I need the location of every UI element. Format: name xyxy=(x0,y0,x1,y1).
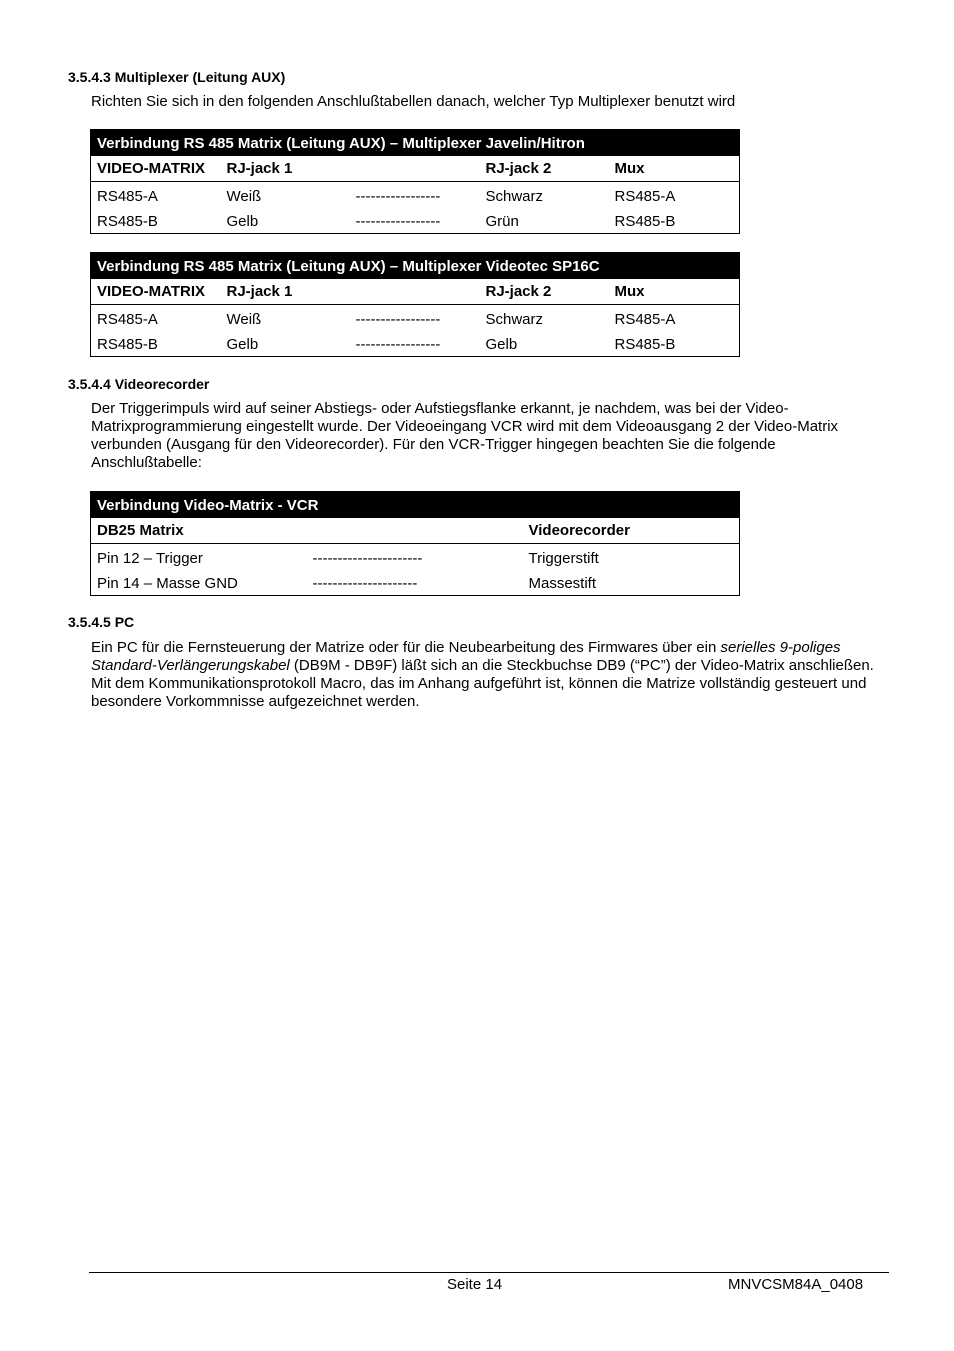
table-row xyxy=(91,182,740,210)
table-video-matrix-vcr xyxy=(90,491,740,596)
table-cell: ----------------- xyxy=(355,188,441,205)
column-header: VIDEO-MATRIX xyxy=(91,279,221,305)
table-cell: ---------------------- xyxy=(312,550,423,567)
pc-cable-emphasis: serielles 9-poliges Standard-Verlängerungskabel xyxy=(91,639,841,674)
table-cell: Schwarz xyxy=(485,188,544,205)
footer-page-number: Seite 14 xyxy=(447,1276,503,1293)
table-cell: RS485-A xyxy=(614,188,676,205)
table-cell: Schwarz xyxy=(485,311,544,328)
column-header: Mux xyxy=(609,279,740,305)
section-heading-pc: 3.5.4.5 PC xyxy=(68,614,135,630)
table-title-row xyxy=(91,492,740,519)
table-cell: RS485-A xyxy=(97,311,158,328)
table-javelin-hitron xyxy=(90,129,740,234)
footer-document-id: MNVCSM84A_0408 xyxy=(728,1276,864,1293)
table-cell: RS485-B xyxy=(614,212,676,230)
column-header: RJ-jack 1 xyxy=(221,156,350,182)
table-row xyxy=(91,571,740,596)
column-header: RJ-jack 2 xyxy=(480,279,609,305)
footer-divider xyxy=(89,1272,889,1273)
table-cell: ----------------- xyxy=(355,212,441,230)
pc-text xyxy=(91,639,881,711)
table-cell: Weiß xyxy=(226,311,262,328)
section-heading-multiplexer: 3.5.4.3 Multiplexer (Leitung AUX) xyxy=(68,69,286,85)
table-header-row xyxy=(91,518,740,544)
column-header: Videorecorder xyxy=(523,518,740,544)
table-cell: Triggerstift xyxy=(528,550,599,567)
column-header: RJ-jack 2 xyxy=(480,156,609,182)
pc-paragraph-1 xyxy=(91,639,881,675)
videorecorder-text: Der Triggerimpuls wird auf seiner Abstiegs- oder Aufstiegsflanke erkannt, je nachdem, was bei der Video-Matrixprogrammierung eingestellt wurde. Der Videoeingang VCR wird mit dem Videoausgang 2 der Video-Matrix verbunden (Ausgang für den Videorecorder). Für den VCR-Trigger hingegen beachten Sie die folgende Anschlußtabelle: xyxy=(91,400,839,471)
multiplexer-intro: Richten Sie sich in den folgenden Anschlußtabellen danach, welcher Typ Multiplexer benutzt wird xyxy=(91,93,736,110)
column-header xyxy=(350,279,480,305)
table-row xyxy=(91,305,740,333)
table-cell: Gelb xyxy=(226,335,259,353)
column-header: VIDEO-MATRIX xyxy=(91,156,221,182)
table-cell: RS485-B xyxy=(97,212,158,230)
table-cell: ----------------- xyxy=(355,335,441,353)
table-title: Verbindung Video-Matrix - VCR xyxy=(91,492,740,519)
pc-text-part: (DB9M - DB9F) läßt sich an die Steckbuchse DB9 (“PC”) der Video-Matrix anschließen. xyxy=(289,657,874,674)
table-row xyxy=(91,209,740,234)
table-cell: Pin 14 – Masse GND xyxy=(97,574,238,592)
table-cell: Gelb xyxy=(485,335,518,353)
column-header xyxy=(307,518,523,544)
table-cell: Massestift xyxy=(528,574,597,592)
table-cell: Pin 12 – Trigger xyxy=(97,550,203,567)
pc-paragraph-2: Mit dem Kommunikationsprotokoll Macro, das im Anhang aufgeführt ist, können die Matrize vollständig gesteuert und besondere Vorkommnisse aufgezeichnet werden. xyxy=(91,675,867,710)
column-header: RJ-jack 1 xyxy=(221,279,350,305)
table-title-row xyxy=(91,253,740,280)
table-row xyxy=(91,544,740,572)
table-cell: Gelb xyxy=(226,212,259,230)
table-cell: RS485-B xyxy=(614,335,676,353)
table-header-row xyxy=(91,156,740,182)
table-cell: ----------------- xyxy=(355,311,441,328)
column-header: DB25 Matrix xyxy=(91,518,307,544)
table-header-row xyxy=(91,279,740,305)
table-cell: Weiß xyxy=(226,188,262,205)
table-row xyxy=(91,332,740,357)
table-cell: RS485-B xyxy=(97,335,158,353)
table-title-row xyxy=(91,130,740,157)
section-heading-videorecorder: 3.5.4.4 Videorecorder xyxy=(68,376,210,392)
table-cell: --------------------- xyxy=(312,574,418,592)
table-cell: Grün xyxy=(485,212,519,230)
column-header xyxy=(350,156,480,182)
table-videotec-sp16c xyxy=(90,252,740,357)
pc-text-part: Ein PC für die Fernsteuerung der Matrize oder für die Neubearbeitung des Firmwares über ein xyxy=(91,639,721,656)
table-cell: RS485-A xyxy=(97,188,158,205)
column-header: Mux xyxy=(609,156,740,182)
table-title: Verbindung RS 485 Matrix (Leitung AUX) – Multiplexer Videotec SP16C xyxy=(91,253,740,280)
table-cell: RS485-A xyxy=(614,311,676,328)
table-title: Verbindung RS 485 Matrix (Leitung AUX) – Multiplexer Javelin/Hitron xyxy=(91,130,740,157)
